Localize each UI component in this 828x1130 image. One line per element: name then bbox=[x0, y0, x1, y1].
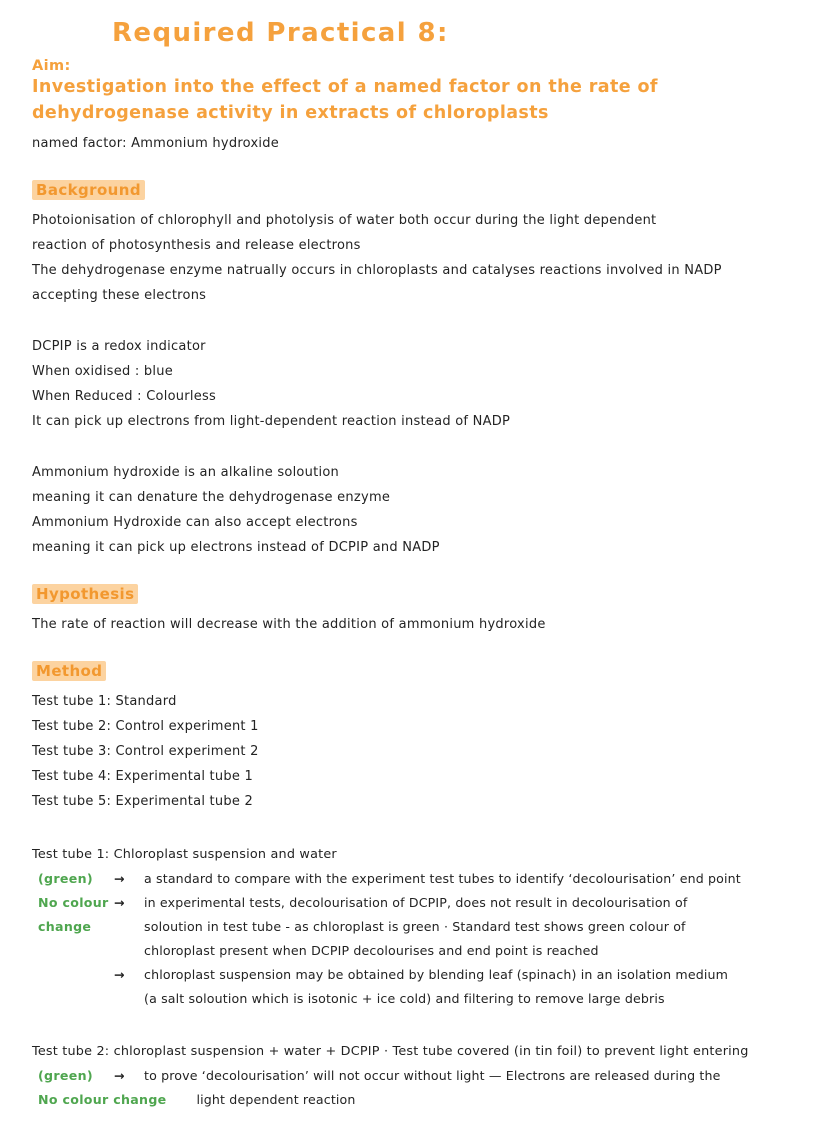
hypothesis-section bbox=[32, 584, 814, 637]
note-line: When oxidised : blue bbox=[32, 364, 173, 379]
named-factor: named factor: Ammonium hydroxide bbox=[32, 136, 280, 151]
note-line: soloution in test tube - as chloroplast is green · Standard test shows green colour of bbox=[144, 919, 686, 934]
background-paragraph-3 bbox=[32, 460, 814, 560]
note-line: in experimental tests, decolourisation of DCPIP, does not result in decolourisation of bbox=[144, 895, 688, 910]
background-heading: Background bbox=[32, 180, 145, 200]
note-line: accepting these electrons bbox=[32, 288, 207, 303]
tube1-detail bbox=[32, 842, 814, 1011]
arrow-icon: → bbox=[114, 871, 125, 886]
tube2-row bbox=[32, 1088, 814, 1112]
note-line: chloroplast present when DCPIP decolourises and end point is reached bbox=[144, 943, 599, 958]
note-line: When Reduced : Colourless bbox=[32, 389, 217, 404]
method-tube-line: Test tube 1: Standard bbox=[32, 694, 177, 709]
tube1-heading: Test tube 1: Chloroplast suspension and water bbox=[32, 847, 337, 862]
note-line: The dehydrogenase enzyme natrually occurs in chloroplasts and catalyses reactions involved in NADP bbox=[32, 263, 722, 278]
method-tube-list bbox=[32, 689, 814, 814]
method-tube-line: Test tube 4: Experimental tube 1 bbox=[32, 769, 254, 784]
tube1-row bbox=[32, 939, 814, 963]
aim-line: dehydrogenase activity in extracts of chloroplasts bbox=[32, 103, 549, 123]
note-line: (a salt soloution which is isotonic + ice cold) and filtering to remove large debris bbox=[144, 991, 665, 1006]
tube1-row bbox=[32, 915, 814, 939]
tube1-row bbox=[32, 963, 814, 987]
arrow-icon: → bbox=[114, 1068, 125, 1083]
tube1-row bbox=[32, 987, 814, 1011]
note-line: to prove ‘decolourisation’ will not occur without light — Electrons are released during the bbox=[144, 1068, 721, 1083]
method-section bbox=[32, 661, 814, 814]
aim-label: Aim: bbox=[32, 58, 71, 74]
margin-note-green: (green) bbox=[38, 871, 93, 886]
arrow-icon: → bbox=[114, 967, 125, 982]
note-line: meaning it can pick up electrons instead of DCPIP and NADP bbox=[32, 540, 440, 555]
note-line: Ammonium Hydroxide can also accept electrons bbox=[32, 515, 358, 530]
note-line: reaction of photosynthesis and release electrons bbox=[32, 238, 361, 253]
margin-note-green: No colour change bbox=[38, 1092, 167, 1107]
aim-section bbox=[32, 58, 814, 156]
note-line: It can pick up electrons from light-dependent reaction instead of NADP bbox=[32, 414, 511, 429]
background-section bbox=[32, 180, 814, 560]
margin-note-green: change bbox=[38, 919, 92, 934]
margin-note-green: (green) bbox=[38, 1068, 93, 1083]
tube1-row bbox=[32, 867, 814, 891]
hypothesis-heading: Hypothesis bbox=[32, 584, 138, 604]
note-line: a standard to compare with the experiment test tubes to identify ‘decolourisation’ end point bbox=[144, 871, 741, 886]
tube2-row bbox=[32, 1064, 814, 1088]
method-heading: Method bbox=[32, 661, 106, 681]
aim-line: Investigation into the effect of a named factor on the rate of bbox=[32, 77, 658, 97]
note-line: light dependent reaction bbox=[196, 1092, 356, 1107]
margin-note-green: No colour bbox=[38, 895, 109, 910]
method-tube-line: Test tube 3: Control experiment 2 bbox=[32, 744, 259, 759]
background-paragraph-1 bbox=[32, 208, 814, 308]
method-tube-line: Test tube 5: Experimental tube 2 bbox=[32, 794, 254, 809]
note-line: DCPIP is a redox indicator bbox=[32, 339, 206, 354]
page-title: Required Practical 8: bbox=[112, 18, 449, 48]
arrow-icon: → bbox=[114, 895, 125, 910]
note-line: meaning it can denature the dehydrogenase enzyme bbox=[32, 490, 391, 505]
note-line: chloroplast suspension may be obtained by blending leaf (spinach) in an isolation medium bbox=[144, 967, 729, 982]
aim-text bbox=[32, 74, 814, 126]
tube2-detail bbox=[32, 1039, 814, 1112]
note-line: Photoionisation of chlorophyll and photolysis of water both occur during the light dependent bbox=[32, 213, 657, 228]
note-line: Ammonium hydroxide is an alkaline soloution bbox=[32, 465, 340, 480]
tube2-heading: Test tube 2: chloroplast suspension + water + DCPIP · Test tube covered (in tin foil) to prevent light entering bbox=[32, 1044, 749, 1059]
background-paragraph-2 bbox=[32, 334, 814, 434]
tube1-row bbox=[32, 891, 814, 915]
hypothesis-text: The rate of reaction will decrease with the addition of ammonium hydroxide bbox=[32, 617, 546, 632]
method-tube-line: Test tube 2: Control experiment 1 bbox=[32, 719, 259, 734]
